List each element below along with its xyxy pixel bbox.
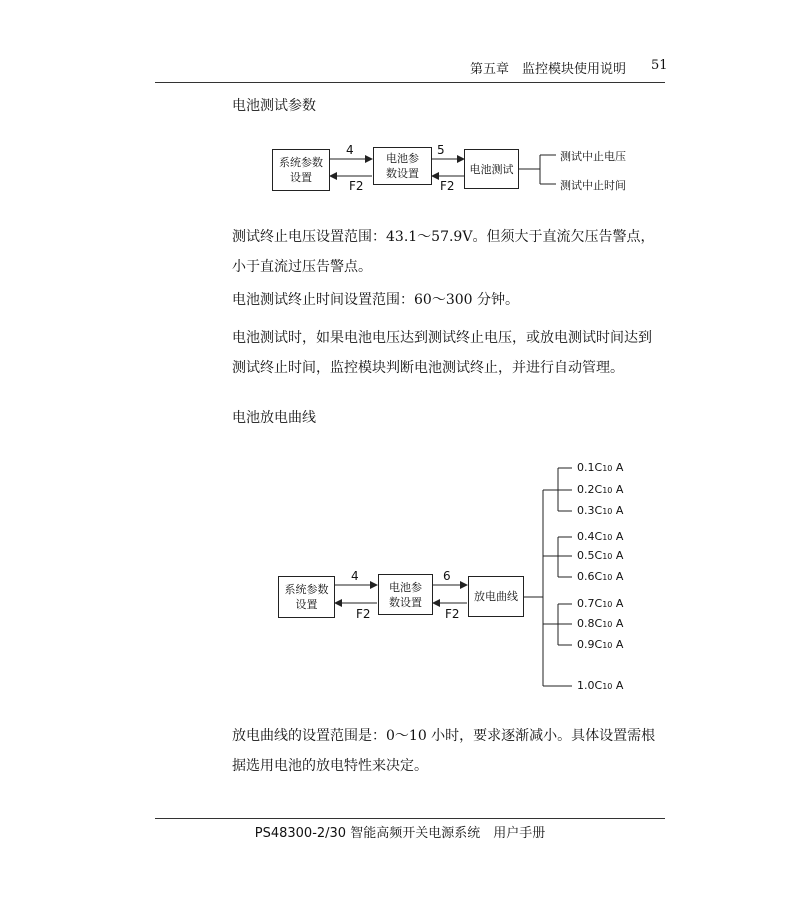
footer-model: PS48300-2/30 [254,826,347,841]
box-system-params-2-line1: 系统参数 [284,583,329,596]
paragraph-time-range: 电池测试终止时间设置范围：60～300 分钟。 [232,292,519,308]
section-title-battery-test: 电池测试参数 [232,98,316,114]
box-battery-params-2-line2: 数设置 [389,595,422,609]
current-option: 0.2C10 A [577,483,624,496]
current-option: 0.3C10 A [577,504,624,517]
current-option: 1.0C10 A [577,679,624,692]
footer-rule [155,818,665,819]
box-discharge-curve-label: 放电曲线 [474,590,518,603]
box-battery-params-2 [378,574,433,615]
option-test-stop-time: 测试中止时间 [560,179,626,192]
paragraph-voltage-range: 测试终止电压设置范围：43.1～57.9V。但须大于直流欠压告警点，小于直流过压告警点。 [232,229,655,275]
chapter-title: 第五章 监控模块使用说明 [470,62,627,77]
box-battery-params-line1: 电池参 [386,152,419,165]
option-test-stop-voltage: 测试中止电压 [560,150,626,163]
box-system-params-2-line2: 设置 [295,598,318,611]
box-battery-test [464,149,519,189]
arrow-label-5: 5 [437,143,445,157]
arrow-label-f2: F2 [349,179,364,193]
arrow-label-f2-c: F2 [445,607,460,621]
box-system-params-line1: 系统参数 [279,156,323,169]
current-option: 0.5C10 A [577,549,624,562]
arrow-label-f2-2: F2 [440,179,455,193]
section-title-discharge-curve: 电池放电曲线 [232,410,316,426]
box-system-params-2 [278,576,335,618]
arrow-label-4-b: 4 [351,569,359,583]
box-system-params [272,149,330,191]
page-number: 51 [651,58,668,73]
box-battery-params [373,147,432,185]
current-option: 0.4C10 A [577,530,624,543]
arrow-label-f2-b: F2 [356,607,371,621]
current-option: 0.7C10 A [577,597,624,610]
current-option: 0.9C10 A [577,638,624,651]
arrow-label-6: 6 [443,569,451,583]
paragraph-discharge-range: 放电曲线的设置范围是：0～10 小时，要求逐渐减小。具体设置需根据选用电池的放电特性来决定。 [232,728,656,774]
current-option: 0.6C10 A [577,570,624,583]
box-system-params-line2: 设置 [290,171,312,184]
footer-title: 智能高频开关电源系统 用户手册 [350,826,546,841]
box-battery-params-2-line1: 电池参 [389,580,422,594]
footer [0,822,800,841]
paragraph-test-termination: 电池测试时，如果电池电压达到测试终止电压，或放电测试时间达到测试终止时间，监控模块判断电池测试终止，并进行自动管理。 [232,330,652,376]
box-battery-params-line2: 数设置 [386,167,419,180]
box-discharge-curve [468,576,524,617]
box-battery-test-label: 电池测试 [469,162,514,176]
arrow-label-4: 4 [346,143,354,157]
current-option: 0.8C10 A [577,617,624,630]
current-option: 0.1C10 A [577,461,624,474]
